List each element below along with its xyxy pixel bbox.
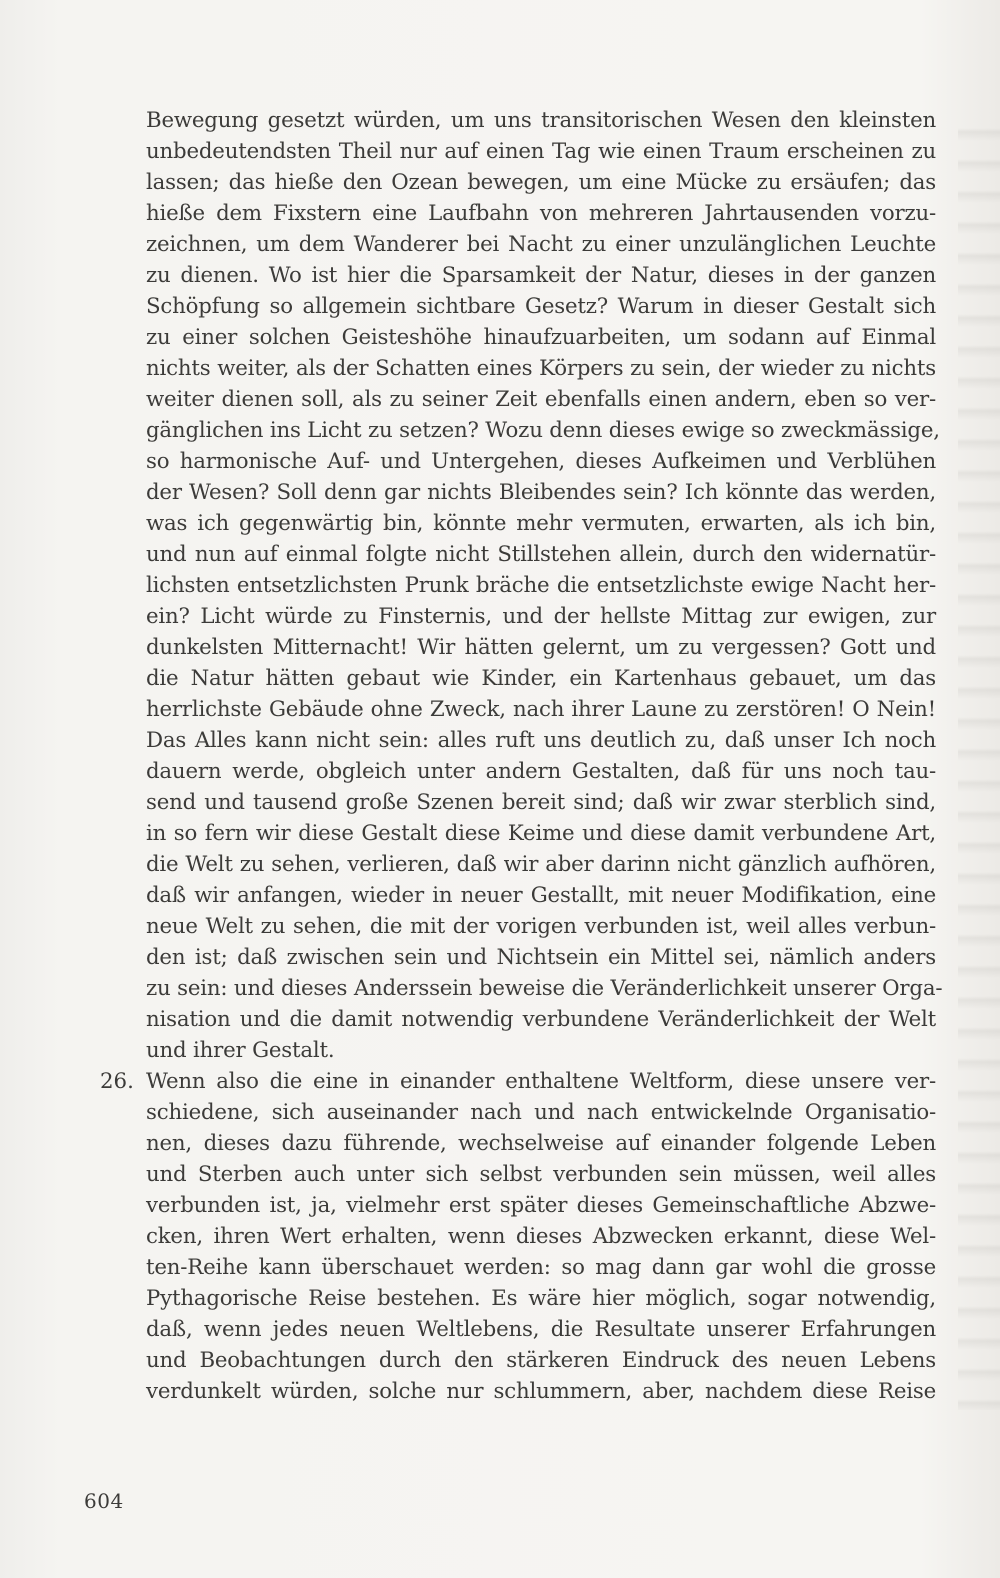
text-line: in so fern wir diese Gestalt diese Keime und diese damit verbundene Art, (146, 821, 936, 846)
text-line: und nun auf einmal folgte nicht Stillstehen allein, durch den widernatür- (146, 542, 936, 567)
text-line: nen, dieses dazu führende, wechselweise auf einander folgende Leben (146, 1131, 936, 1156)
text-line: zu einer solchen Geisteshöhe hinaufzuarbeiten, um sodann auf Einmal (146, 325, 936, 350)
page-number: 604 (84, 1489, 124, 1513)
text-line: lassen; das hieße den Ozean bewegen, um eine Mücke zu ersäufen; das (146, 170, 936, 195)
text-line: den ist; daß zwischen sein und Nichtsein ein Mittel sei, nämlich anders (146, 945, 936, 970)
text-line: Bewegung gesetzt würden, um uns transitorischen Wesen den kleinsten (146, 108, 936, 133)
text-line: nisation und die damit notwendig verbundene Veränderlichkeit der Welt (146, 1007, 936, 1032)
section-number: 26. (100, 1069, 134, 1094)
text-line: neue Welt zu sehen, die mit der vorigen verbunden ist, weil alles verbun- (146, 914, 936, 939)
text-line: und ihrer Gestalt. (146, 1038, 335, 1063)
text-line: so harmonische Auf- und Untergehen, dieses Aufkeimen und Verblühen (146, 449, 936, 474)
text-line: lichsten entsetzlichsten Prunk bräche die entsetzlichste ewige Nacht her- (146, 573, 936, 598)
text-line: gänglichen ins Licht zu setzen? Wozu denn dieses ewige so zweckmässige, (146, 418, 940, 443)
text-line: daß, wenn jedes neuen Weltlebens, die Resultate unserer Erfahrungen (146, 1317, 936, 1342)
text-line: und Sterben auch unter sich selbst verbunden sein müssen, weil alles (146, 1162, 936, 1187)
text-line: die Welt zu sehen, verlieren, daß wir aber darinn nicht gänzlich aufhören, (146, 852, 936, 877)
text-line: daß wir anfangen, wieder in neuer Gestallt, mit neuer Modifikation, eine (146, 883, 936, 908)
text-line: der Wesen? Soll denn gar nichts Bleibendes sein? Ich könnte das werden, (146, 480, 936, 505)
text-line: Wenn also die eine in einander enthaltene Weltform, diese unsere ver- (146, 1069, 936, 1094)
text-line: zu sein: und dieses Anderssein beweise die Veränderlichkeit unserer Orga- (146, 976, 943, 1001)
show-through-text (958, 110, 1000, 1410)
text-line: dauern werde, obgleich unter andern Gestalten, daß für uns noch tau- (146, 759, 936, 784)
text-line: weiter dienen soll, als zu seiner Zeit ebenfalls einen andern, eben so ver- (146, 387, 936, 412)
text-line: hieße dem Fixstern eine Laufbahn von mehreren Jahrtausenden vorzu- (146, 201, 936, 226)
text-line: unbedeutendsten Theil nur auf einen Tag wie einen Traum erscheinen zu (146, 139, 936, 164)
text-line: zeichnen, um dem Wanderer bei Nacht zu einer unzulänglichen Leuchte (146, 232, 936, 257)
text-line: send und tausend große Szenen bereit sind; daß wir zwar sterblich sind, (146, 790, 936, 815)
text-line: und Beobachtungen durch den stärkeren Eindruck des neuen Lebens (146, 1348, 936, 1373)
text-line: die Natur hätten gebaut wie Kinder, ein Kartenhaus gebauet, um das (146, 666, 936, 691)
text-line: zu dienen. Wo ist hier die Sparsamkeit der Natur, dieses in der ganzen (146, 263, 936, 288)
text-line: nichts weiter, als der Schatten eines Körpers zu sein, der wieder zu nichts (146, 356, 936, 381)
text-line: ein? Licht würde zu Finsternis, und der hellste Mittag zur ewigen, zur (146, 604, 936, 629)
text-line: was ich gegenwärtig bin, könnte mehr vermuten, erwarten, als ich bin, (146, 511, 936, 536)
text-line: Pythagorische Reise bestehen. Es wäre hier möglich, sogar notwendig, (146, 1286, 936, 1311)
text-line: dunkelsten Mitternacht! Wir hätten gelernt, um zu vergessen? Gott und (146, 635, 936, 660)
text-line: schiedene, sich auseinander nach und nach entwickelnde Organisatio- (146, 1100, 936, 1125)
text-line: Das Alles kann nicht sein: alles ruft uns deutlich zu, daß unser Ich noch (146, 728, 936, 753)
text-line: cken, ihren Wert erhalten, wenn dieses Abzwecken erkannt, diese Wel- (146, 1224, 936, 1249)
text-line: Schöpfung so allgemein sichtbare Gesetz? Warum in dieser Gestalt sich (146, 294, 936, 319)
text-line: ten-Reihe kann überschauet werden: so mag dann gar wohl die grosse (146, 1255, 936, 1280)
text-line: verdunkelt würden, solche nur schlummern, aber, nachdem diese Reise (146, 1379, 936, 1404)
text-line: herrlichste Gebäude ohne Zweck, nach ihrer Laune zu zerstören! O Nein! (146, 697, 936, 722)
text-line: verbunden ist, ja, vielmehr erst später dieses Gemeinschaftliche Abzwe- (146, 1193, 936, 1218)
